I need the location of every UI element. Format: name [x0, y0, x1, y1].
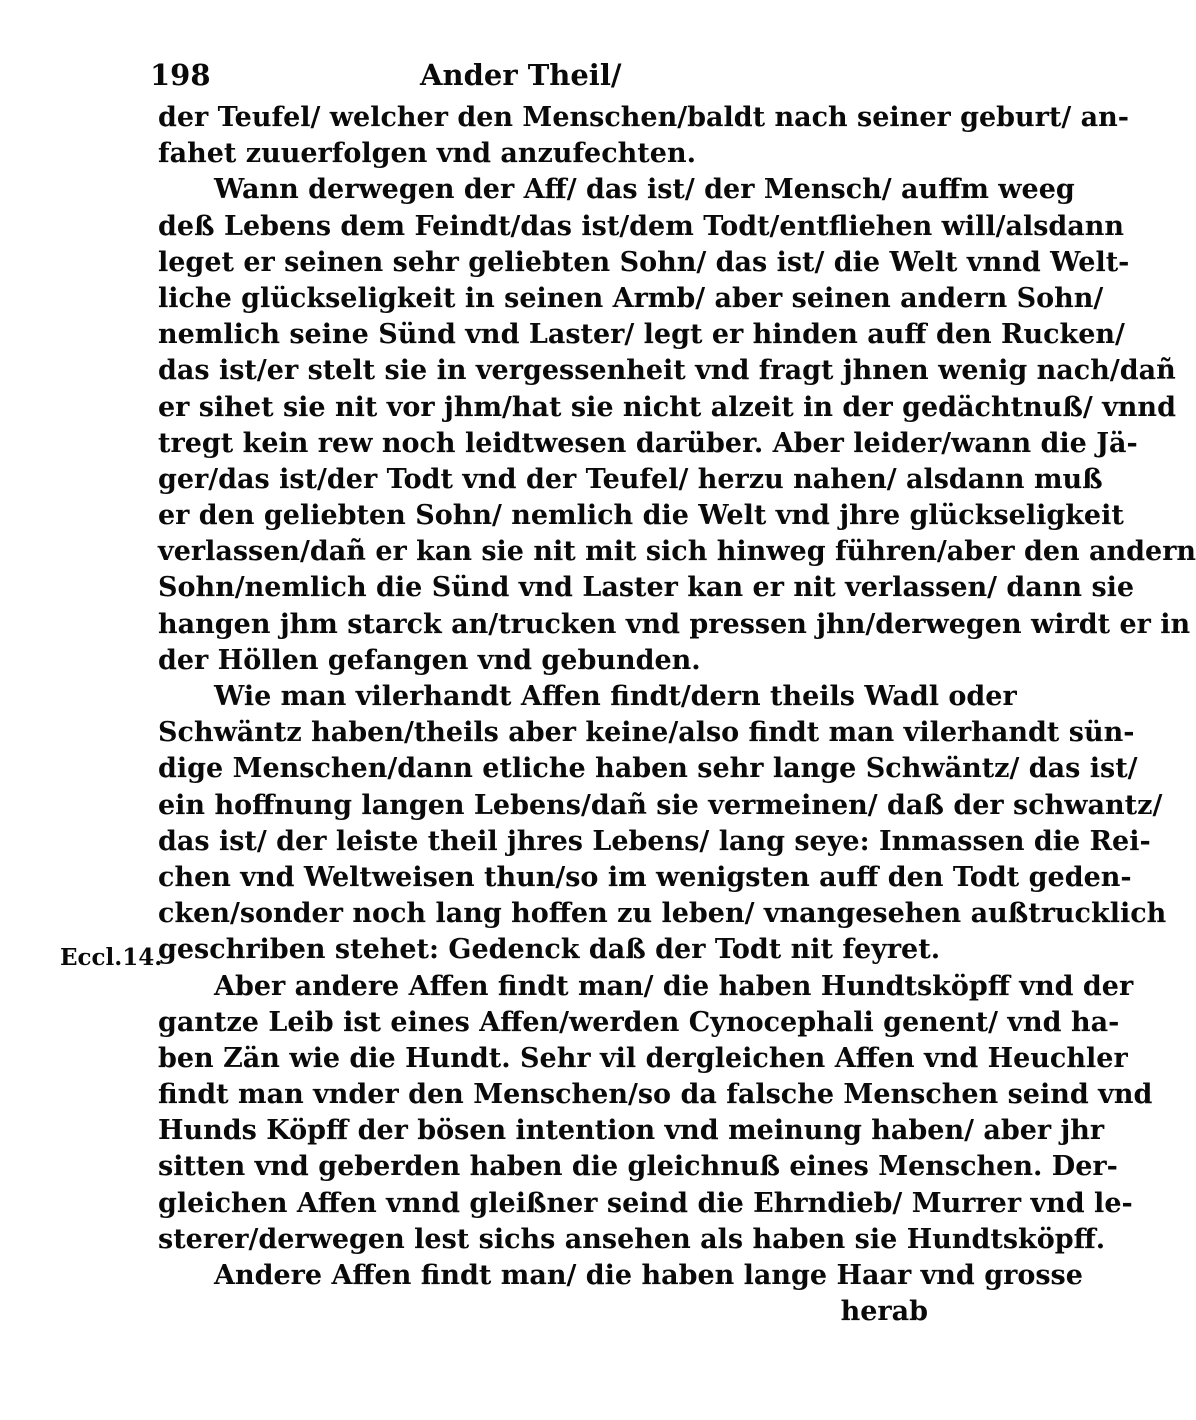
text-line: liche glückseligkeit in seinen Armb/ aber seinen andern Sohn/: [158, 282, 1104, 314]
text-line: tregt kein rew noch leidtwesen darüber. Aber leider/wann die Jä-: [158, 427, 1138, 459]
catchword: herab: [840, 1296, 928, 1328]
text-line: ben Zän wie die Hundt. Sehr vil dergleichen Affen vnd Heuchler: [158, 1042, 1128, 1074]
text-line: das ist/er stelt sie in vergessenheit vnd fragt jhnen wenig nach/dañ: [158, 355, 1176, 387]
text-line: Hunds Köpff der bösen intention vnd meinung haben/ aber jhr: [158, 1115, 1105, 1147]
text-line: der Höllen gefangen vnd gebunden.: [158, 644, 701, 676]
text-line: er den geliebten Sohn/ nemlich die Welt vnd jhre glückseligkeit: [158, 500, 1124, 532]
text-line: leget er seinen sehr geliebten Sohn/ das ist/ die Welt vnnd Welt-: [158, 246, 1130, 278]
text-line: Sohn/nemlich die Sünd vnd Laster kan er nit verlassen/ dann sie: [158, 572, 1135, 604]
text-line: findt man vnder den Menschen/so da falsche Menschen seind vnd: [158, 1079, 1153, 1111]
text-line: nemlich seine Sünd vnd Laster/ legt er hinden auff den Rucken/: [158, 319, 1125, 351]
text-line: verlassen/dañ er kan sie nit mit sich hinweg führen/aber den andern: [158, 536, 1196, 568]
text-line: chen vnd Weltweisen thun/so im wenigsten auff den Todt geden-: [158, 861, 1132, 893]
text-line: gleichen Affen vnnd gleißner seind die Ehrndieb/ Murrer vnd le-: [158, 1187, 1133, 1219]
text-line: der Teufel/ welcher den Menschen/baldt nach seiner geburt/ an-: [158, 102, 1129, 133]
page-number: 198: [150, 58, 211, 92]
text-line: hangen jhm starck an/trucken vnd pressen jhn/derwegen wirdt er in: [158, 608, 1191, 640]
text-line: cken/sonder noch lang hoffen zu leben/ vnangesehen außtrucklich: [158, 898, 1167, 930]
text-line: sitten vnd geberden haben die gleichnuß eines Menschen. Der-: [158, 1151, 1118, 1183]
margin-note: Eccl.14.: [60, 944, 163, 971]
text-line: Wann derwegen der Aff/ das ist/ der Mensch/ auffm weeg: [214, 174, 1075, 206]
text-line: Aber andere Affen findt man/ die haben Hundtsköpff vnd der: [214, 970, 1134, 1002]
text-line: fahet zuuerfolgen vnd anzufechten.: [158, 138, 696, 170]
text-line: gantze Leib ist eines Affen/werden Cynocephali genent/ vnd ha-: [158, 1006, 1120, 1038]
body-text: [158, 100, 1196, 1330]
text-line: dige Menschen/dann etliche haben sehr lange Schwäntz/ das ist/: [158, 753, 1138, 785]
text-line: Wie man vilerhandt Affen findt/dern theils Wadl oder: [214, 681, 1017, 712]
running-title: Ander Theil/: [420, 58, 622, 92]
text-line: das ist/ der leiste theil jhres Lebens/ lang seye: Inmassen die Rei-: [158, 825, 1151, 857]
text-line: er sihet sie nit vor jhm/hat sie nicht alzeit in der gedächtnuß/ vnnd: [158, 391, 1176, 423]
text-line: ein hoffnung langen Lebens/dañ sie vermeinen/ daß der schwantz/: [158, 789, 1163, 821]
text-line: sterer/derwegen lest sichs ansehen als haben sie Hundtsköpff.: [158, 1223, 1106, 1255]
text-line: Schwäntz haben/theils aber keine/also findt man vilerhandt sün-: [158, 717, 1135, 749]
text-line: Andere Affen findt man/ die haben lange Haar vnd grosse: [214, 1260, 1083, 1291]
text-line: deß Lebens dem Feindt/das ist/dem Todt/entfliehen will/alsdann: [158, 210, 1125, 242]
text-line: ger/das ist/der Todt vnd der Teufel/ herzu nahen/ alsdann muß: [158, 463, 1103, 495]
page-header: [150, 50, 950, 98]
text-line: geschriben stehet: Gedenck daß der Todt nit feyret.: [158, 934, 941, 966]
